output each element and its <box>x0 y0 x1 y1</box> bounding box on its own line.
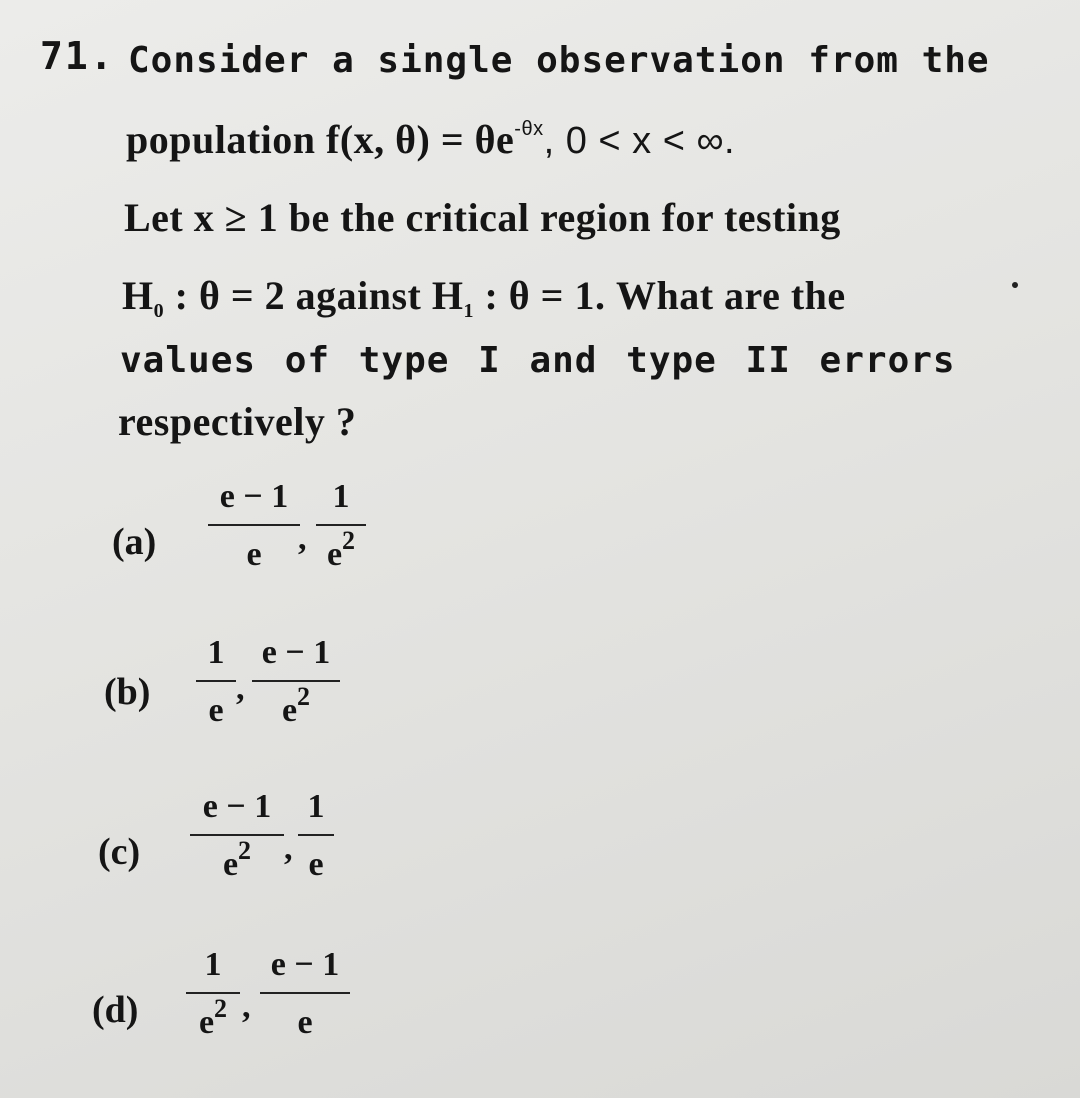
den-base: e <box>297 1004 313 1041</box>
den-base: e <box>281 692 298 729</box>
denominator <box>208 536 300 574</box>
denominator <box>298 846 334 884</box>
fraction-bar <box>260 992 350 994</box>
comma: , <box>298 520 307 557</box>
fraction-type-1 <box>208 478 300 574</box>
hypothesis-end-text: : θ = 1. What are the <box>473 273 846 318</box>
fraction-bar <box>186 992 240 994</box>
denominator <box>196 692 236 730</box>
numerator: 1 <box>207 634 225 671</box>
fraction-bar <box>252 680 340 682</box>
den-base: e <box>208 692 224 729</box>
fraction-bar <box>208 524 300 526</box>
comma: , <box>284 830 293 867</box>
hypothesis-mid-text: : θ = 2 against H <box>164 273 464 318</box>
den-exp: 2 <box>238 836 252 865</box>
den-exp: 2 <box>342 526 356 555</box>
fraction-bar <box>190 834 284 836</box>
option-label: (b) <box>104 671 151 713</box>
denominator <box>186 994 240 1042</box>
question-line-1: Consider a single observation from the <box>128 40 990 81</box>
fraction-type-2 <box>298 788 334 884</box>
den-exp: 2 <box>297 682 311 711</box>
question-line-6: respectively ? <box>118 399 357 444</box>
fraction-bar <box>316 524 366 526</box>
numerator: e − 1 <box>261 634 331 671</box>
fraction-type-1 <box>196 634 236 730</box>
option-label: (a) <box>112 521 157 563</box>
comma: , <box>236 670 245 707</box>
fraction-type-2 <box>316 478 366 574</box>
numerator: e − 1 <box>202 788 272 825</box>
question-line-4 <box>122 272 846 323</box>
h0-subscript: 0 <box>153 300 165 322</box>
den-exp: 2 <box>214 994 228 1023</box>
range-text: , 0 < x < ∞. <box>543 120 736 162</box>
den-base: e <box>198 1004 215 1041</box>
denominator <box>260 1004 350 1042</box>
fraction-bar <box>298 834 334 836</box>
numerator: 1 <box>204 946 222 983</box>
fraction-type-2 <box>260 946 350 1042</box>
denominator <box>190 836 284 884</box>
question-number: 71. <box>40 34 115 78</box>
stray-mark <box>1012 282 1018 288</box>
h1-subscript: 1 <box>463 300 474 322</box>
fraction-type-1 <box>190 788 284 884</box>
h0-symbol: H <box>122 273 154 318</box>
den-base: e <box>222 846 239 883</box>
numerator: e − 1 <box>219 478 289 515</box>
numerator: e − 1 <box>270 946 340 983</box>
numerator: 1 <box>307 788 325 825</box>
den-base: e <box>326 536 343 573</box>
comma: , <box>242 988 251 1025</box>
den-base: e <box>308 846 324 883</box>
fraction-type-1 <box>186 946 240 1042</box>
exponent-text: -θx <box>514 118 544 140</box>
option-label: (d) <box>92 989 139 1031</box>
fraction-type-2 <box>252 634 340 730</box>
question-line-5: values of type I and type II errors <box>120 340 956 381</box>
question-line-3: Let x ≥ 1 be the critical region for testing <box>124 195 841 240</box>
denominator <box>252 682 340 730</box>
option-label: (c) <box>98 831 141 873</box>
fraction-bar <box>196 680 236 682</box>
den-base: e <box>246 536 262 573</box>
numerator: 1 <box>332 478 350 515</box>
question-line-2 <box>126 116 735 163</box>
population-text: population f(x, θ) = θe <box>126 117 515 162</box>
denominator <box>316 526 366 574</box>
